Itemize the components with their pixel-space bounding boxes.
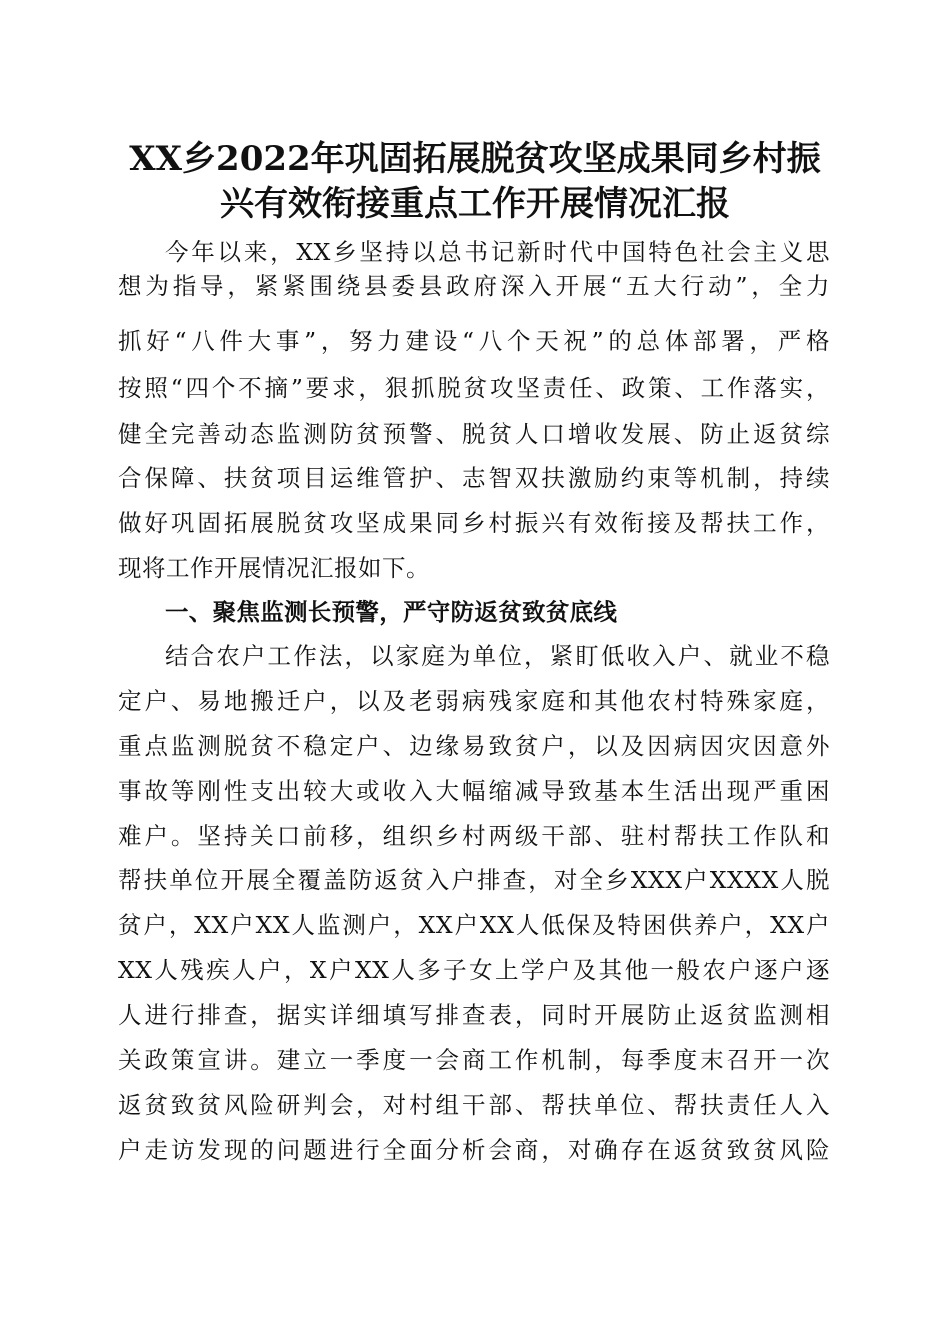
paragraph-line: 做好巩固拓展脱贫攻坚成果同乡村振兴有效衔接及帮扶工作， [118,509,830,537]
paragraph-line: 想为指导，紧紧围绕县委县政府深入开展“五大行动”，全力 [118,272,830,300]
paragraph-line: 事故等刚性支出较大或收入大幅缩减导致基本生活出现严重困 [118,777,830,805]
paragraph-line: 返贫致贫风险研判会，对村组干部、帮扶单位、帮扶责任人入 [118,1091,830,1119]
paragraph-line: 帮扶单位开展全覆盖防返贫入户排查，对全乡XXX户XXXX人脱 [118,866,830,894]
paragraph-line: 人进行排查，据实详细填写排查表，同时开展防止返贫监测相 [118,1001,830,1029]
paragraph-line: 合保障、扶贫项目运维管护、志智双扶激励约束等机制，持续 [118,464,830,492]
paragraph-line: 贫户，XX户XX人监测户，XX户XX人低保及特困供养户，XX户 [118,911,830,939]
paragraph-line: 户走访发现的问题进行全面分析会商，对确存在返贫致贫风险 [118,1136,830,1164]
section-heading: 一、聚焦监测长预警，严守防返贫致贫底线 [165,598,618,626]
paragraph-line: 今年以来，XX乡坚持以总书记新时代中国特色社会主义思 [165,238,830,266]
paragraph-line: XX人残疾人户，X户XX人多子女上学户及其他一般农户逐户逐 [118,956,830,984]
document-title-line-1: XX乡2022年巩固拓展脱贫攻坚成果同乡村振 [129,139,821,179]
paragraph-line: 关政策宣讲。建立一季度一会商工作机制，每季度末召开一次 [118,1046,830,1074]
paragraph-line: 重点监测脱贫不稳定户、边缘易致贫户，以及因病因灾因意外 [118,732,830,760]
paragraph-line: 难户。坚持关口前移，组织乡村两级干部、驻村帮扶工作队和 [118,822,830,850]
paragraph-line: 定户、易地搬迁户，以及老弱病残家庭和其他农村特殊家庭， [118,687,830,715]
paragraph-line: 健全完善动态监测防贫预警、脱贫人口增收发展、防止返贫综 [118,420,830,448]
document-title-line-2: 兴有效衔接重点工作开展情况汇报 [220,184,730,224]
paragraph-line: 按照“四个不摘”要求，狠抓脱贫攻坚责任、政策、工作落实， [118,374,830,402]
paragraph-line: 现将工作开展情况汇报如下。 [118,554,430,582]
paragraph-line: 结合农户工作法，以家庭为单位，紧盯低收入户、就业不稳 [165,642,830,670]
paragraph-line: 抓好“八件大事”，努力建设“八个天祝”的总体部署，严格 [118,327,830,355]
